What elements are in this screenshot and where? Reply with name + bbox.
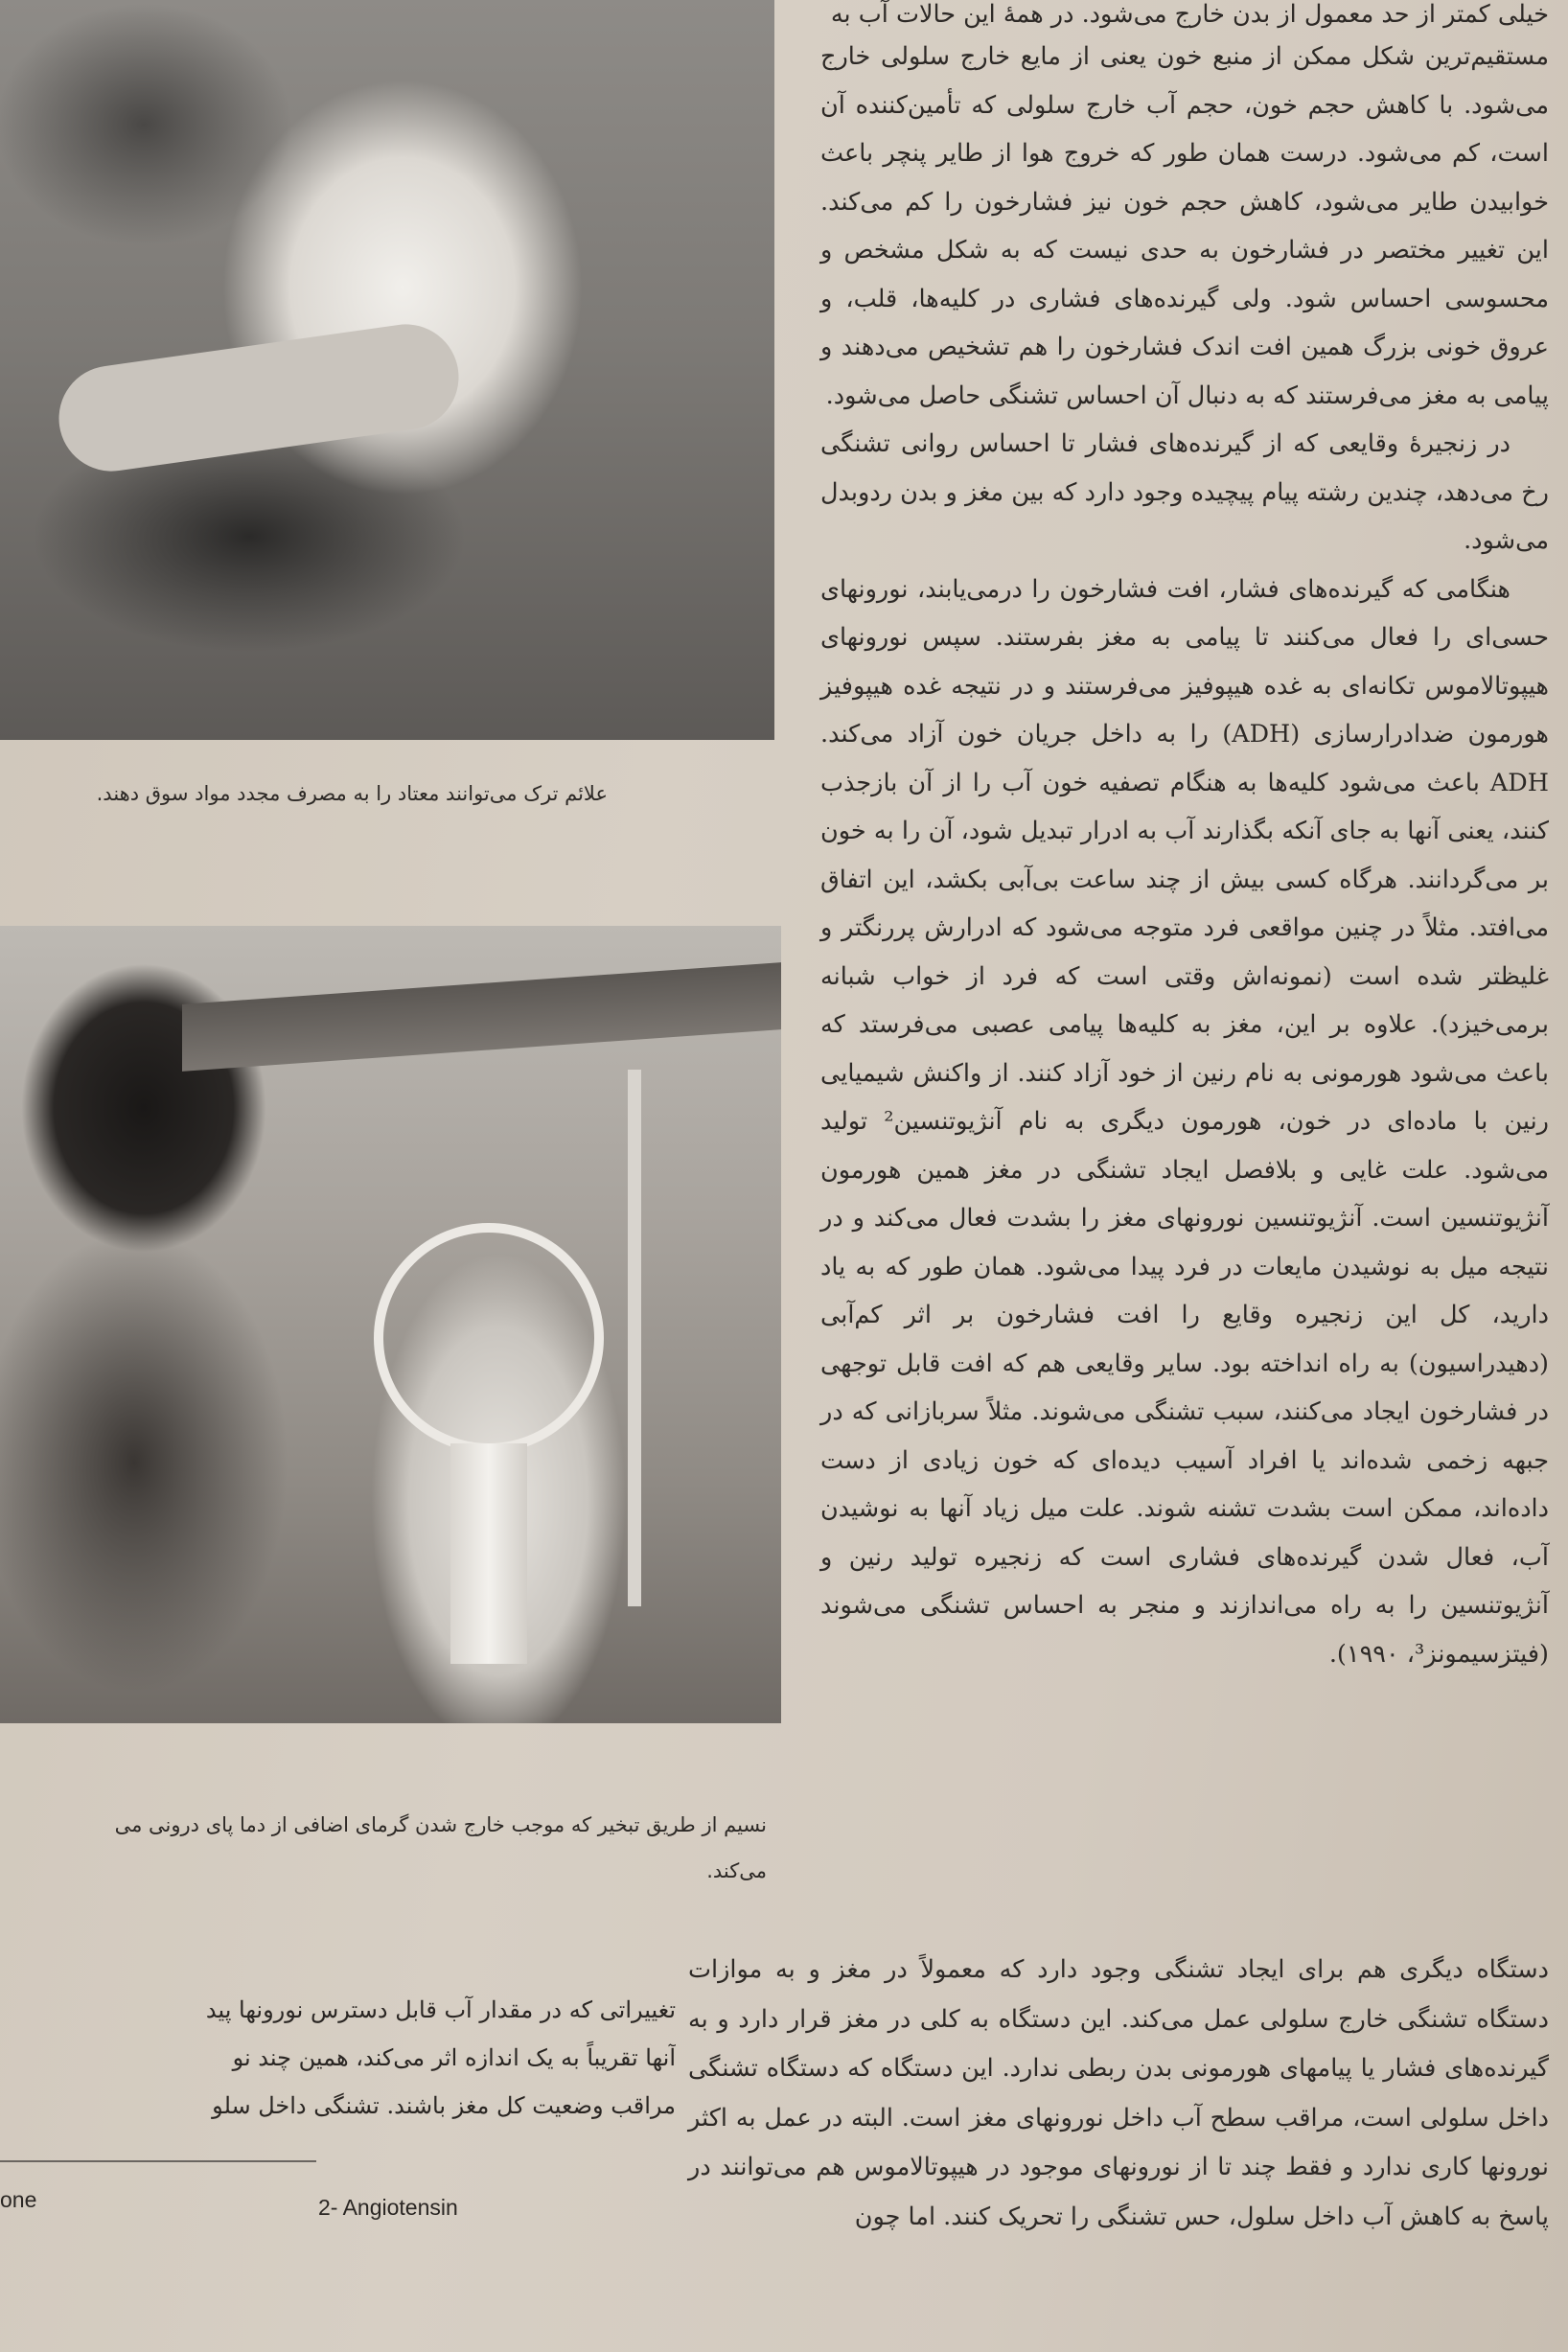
photo-man-with-fan — [0, 926, 781, 1723]
photo2-caption-line1: نسیم از طریق تبخیر که موجب خارج شدن گرمای اضافی از دما پای درونی می‌ — [114, 1813, 767, 1836]
bottom-left-text — [0, 1986, 676, 2135]
body-wide-block — [688, 1946, 1549, 2242]
footnote-left: one — [0, 2187, 37, 2212]
body-column-top — [820, 0, 1549, 1678]
photo2-caption-line2: می‌کند. — [706, 1859, 767, 1882]
photo-fan-shape — [374, 1223, 604, 1453]
bottom-left-line3: مراقب وضعیت کل مغز باشند. تشنگی داخل سلو — [212, 2092, 676, 2119]
bottom-left-line1: تغییراتی که در مقدار آب قابل دسترس نورونها پید — [205, 1996, 676, 2023]
photo-man-with-withdrawal — [0, 0, 774, 740]
photo-fan-stand-shape — [450, 1443, 527, 1664]
body-paragraph-2: هنگامی که گیرنده‌های فشار، افت فشارخون را درمی‌یابند، نورونهای حسی‌ای را فعال می‌کنند تا پیامی به مغز بفرستند. سپس نورونهای هیپوتالاموس تکانه‌ای به غده هیپوفیز می‌فرستند و در نتیجه غده هیپوفیز هورمون ضدادرارسازی (ADH) را به داخل جریان خون آزاد می‌کند. ADH باعث می‌شود کلیه‌ها به هنگام تصفیه خون آب را از آن بازجذب کنند، یعنی آنها به جای آنکه بگذارند آب به ادرار تبدیل شود، آن را به خون بر می‌گردانند. هرگاه کسی بیش از چند ساعت بی‌آبی بکشد، این اتفاق می‌افتد. مثلاً در چنین مواقعی فرد متوجه می‌شود که ادرارش پررنگتر و غلیظتر شده است (نمونه‌اش وقتی است که فرد از خواب شبانه برمی‌خیزد). علاوه بر این، مغز به کلیه‌ها پیامی عصبی می‌فرستد که باعث می‌شود هورمونی به نام رنین از خود آزاد کنند. از واکنش شیمیایی رنین با ماده‌ای در خون، هورمون دیگری به نام آنژیوتنسین² تولید می‌شود. علت غایی و بلافصل ایجاد تشنگی در مغز همین هورمون آنژیوتنسین است. آنژیوتنسین نورونهای مغز را بشدت فعال می‌کند و در نتیجه میل به نوشیدن مایعات در فرد پیدا می‌شود. همان طور که به یاد دارید، کل این زنجیره وقایع را افت فشارخون بر اثر کم‌آبی (دهیدراسیون) به راه انداخته بود. سایر وقایعی هم که افت قابل توجهی در فشارخون ایجاد می‌کنند، سبب تشنگی می‌شوند. مثلاً سربازانی که در جبهه زخمی شده‌اند یا افراد آسیب دیده‌ای که خون زیادی از دست داده‌اند، ممکن است بشدت تشنه شوند. علت میل زیاد آنها به نوشیدن آب، فعال شدن گیرنده‌های فشاری است که زنجیره تولید رنین و آنژیوتنسین را به راه می‌اندازند و منجر به احساس تشنگی می‌شوند (فیتزسیمونز³، ۱۹۹۰). — [820, 574, 1549, 1669]
photo-pole-shape — [628, 1070, 641, 1606]
footnote-angiotensin: 2- Angiotensin — [318, 2195, 458, 2220]
photo2-caption — [0, 1802, 767, 1894]
body-line-first: خیلی کمتر از حد معمول از بدن خارج می‌شود. در همهٔ این حالات آب به — [830, 0, 1549, 29]
body-paragraph-3: دستگاه دیگری هم برای ایجاد تشنگی وجود دارد که معمولاً در مغز و به موازات دستگاه تشنگی خارج سلولی عمل می‌کند. این دستگاه به کلی در مغز قرار دارد و به گیرنده‌های فشار یا پیامهای هورمونی بدن ربطی ندارد. این دستگاه که دستگاه تشنگی داخل سلولی است، مراقب سطح آب داخل نورونهای مغز است. البته در عمل به اکثر نورونها کاری ندارد و فقط چند تا از نورونهای موجود در هیپوتالاموس هم می‌توانند در پاسخ به کاهش آب داخل سلول، حس تشنگی را تحریک کنند. اما چون — [688, 1955, 1549, 2231]
bottom-left-line2: آنها تقریباً به یک اندازه اثر می‌کند، همین چند نو — [232, 2044, 676, 2071]
photo1-caption: علائم ترک می‌توانند معتاد را به مصرف مجدد مواد سوق دهند. — [96, 782, 608, 805]
body-paragraph-1: در زنجیرهٔ وقایعی که از گیرنده‌های فشار تا احساس روانی تشنگی رخ می‌دهد، چندین رشته پیام پیچیده وجود دارد که بین مغز و بدن ردوبدل می‌شود. — [820, 429, 1549, 555]
body-paragraph-0: مستقیم‌ترین شکل ممکن از منبع خون یعنی از مایع خارج سلولی خارج می‌شود. با کاهش حجم خون، حجم آب خارج سلولی که تأمین‌کننده آن است، کم می‌شود. درست همان طور که خروج هوا از طایر پنچر باعث خوابیدن طایر می‌شود، کاهش حجم خون نیز فشارخون را کم می‌کند. این تغییر مختصر در فشارخون به حدی نیست که به شکل مشخص و محسوسی احساس شود. ولی گیرنده‌های فشاری در کلیه‌ها، قلب، و عروق خونی بزرگ همین افت اندک فشارخون را هم تشخیص می‌دهند و پیامی به مغز می‌فرستند که به دنبال آن احساس تشنگی حاصل می‌شود. — [820, 42, 1549, 410]
photo-roof-shape — [182, 962, 781, 1072]
photo-arm-shape — [52, 317, 465, 477]
footnote-rule — [0, 2160, 316, 2162]
